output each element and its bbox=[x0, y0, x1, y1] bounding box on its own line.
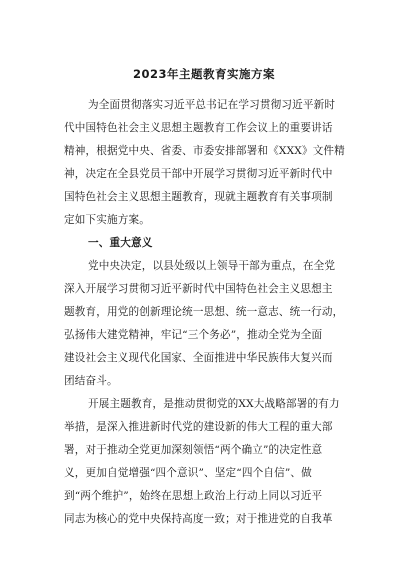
paragraph-line: 义，更加自觉增强“四个意识”、坚定“四个自信”、做 bbox=[64, 467, 312, 479]
paragraph-line: 精神，根据党中央、省委、市委安排部署和《XXX》文件精 bbox=[64, 145, 345, 157]
paragraph-line: 党中央决定，以县处级以上领导干部为重点，在全党 bbox=[88, 260, 336, 272]
paragraph-line: 建设社会主义现代化国家、全面推进中华民族伟大复兴而 bbox=[64, 352, 333, 364]
document-title: 2023年主题教育实施方案 bbox=[132, 67, 275, 81]
paragraph-line: 代中国特色社会主义思想主题教育工作会议上的重要讲话 bbox=[64, 122, 333, 134]
paragraph-line: 团结奋斗。 bbox=[64, 375, 118, 387]
paragraph-line: 署，对于推动全党更加深刻领悟“两个确立”的决定性意 bbox=[64, 444, 323, 456]
paragraph-line: 弘扬伟大建党精神，牢记“三个务必”，推动全党为全面 bbox=[64, 329, 323, 341]
paragraph-line: 举措，是深入推进新时代党的建设新的伟大工程的重大部 bbox=[64, 421, 333, 433]
paragraph-line: 为全面贯彻落实习近平总书记在学习贯彻习近平新时 bbox=[88, 99, 336, 111]
paragraph-line: 深入开展学习贯彻习近平新时代中国特色社会主义思想主 bbox=[64, 283, 333, 295]
paragraph-line: 题教育，用党的创新理论统一思想、统一意志、统一行动， bbox=[64, 306, 344, 318]
paragraph-line: 国特色社会主义思想主题教育，现就主题教育有关事项制 bbox=[64, 191, 333, 203]
paragraph-line: 同志为核心的党中央保持高度一致；对于推进党的自我革 bbox=[64, 513, 333, 525]
paragraph-line: 定如下实施方案。 bbox=[64, 214, 150, 226]
paragraph-line: 神，决定在全县党员干部中开展学习贯彻习近平新时代中 bbox=[64, 168, 333, 180]
paragraph-line: 开展主题教育，是推动贯彻党的XX大战略部署的有力 bbox=[88, 398, 340, 410]
paragraph-line: 到“两个维护”，始终在思想上政治上行动上同以习近平 bbox=[64, 490, 323, 502]
section-heading: 一、重大意义 bbox=[88, 237, 153, 249]
